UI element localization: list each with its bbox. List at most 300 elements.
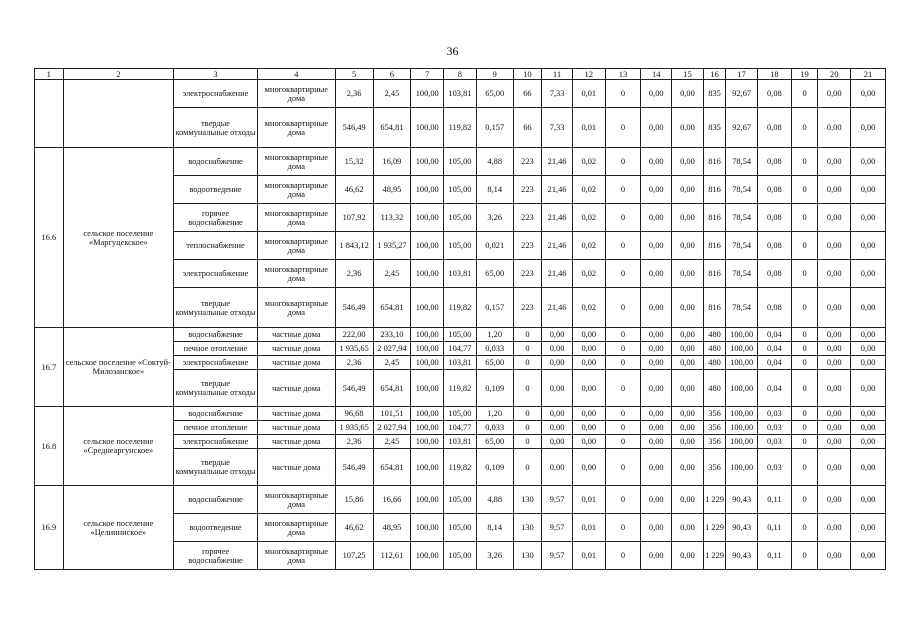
value-cell: 0,00: [851, 80, 886, 108]
value-cell: 816: [703, 204, 726, 232]
housing-type: частные дома: [257, 407, 335, 421]
value-cell: 0,04: [758, 356, 792, 370]
value-cell: 816: [703, 176, 726, 204]
value-cell: 0,00: [672, 288, 704, 328]
service-type: электроснабжение: [174, 356, 258, 370]
value-cell: 1,20: [476, 407, 513, 421]
value-cell: 9,57: [542, 514, 573, 542]
value-cell: 0,00: [672, 80, 704, 108]
value-cell: 0,00: [818, 542, 851, 570]
header-row: [35, 69, 886, 80]
value-cell: 105,00: [444, 486, 477, 514]
value-cell: 0,00: [851, 407, 886, 421]
value-cell: 0,00: [818, 514, 851, 542]
value-cell: 0: [791, 232, 818, 260]
table-row: [35, 486, 886, 514]
value-cell: 0: [605, 204, 641, 232]
value-cell: 1 229: [703, 514, 726, 542]
table-row: [35, 80, 886, 108]
value-cell: 2,36: [335, 435, 373, 449]
value-cell: 0,00: [641, 421, 672, 435]
value-cell: 0,02: [572, 176, 605, 204]
value-cell: 0,00: [818, 108, 851, 148]
value-cell: 130: [513, 514, 542, 542]
value-cell: 103,81: [444, 356, 477, 370]
service-type: водоснабжение: [174, 148, 258, 176]
value-cell: 0,08: [758, 176, 792, 204]
value-cell: 2 027,94: [373, 342, 411, 356]
value-cell: 0: [791, 204, 818, 232]
value-cell: 0,00: [818, 435, 851, 449]
housing-type: многоквартирные дома: [257, 148, 335, 176]
value-cell: 0,00: [542, 356, 573, 370]
group-number: 16.8: [35, 407, 64, 486]
table-row: [35, 407, 886, 421]
value-cell: 0,00: [851, 260, 886, 288]
value-cell: 0,00: [851, 370, 886, 407]
value-cell: 0,04: [758, 328, 792, 342]
value-cell: 0,00: [851, 435, 886, 449]
tariff-table: [34, 68, 886, 570]
value-cell: 0: [791, 288, 818, 328]
value-cell: 0,00: [818, 260, 851, 288]
value-cell: 1 229: [703, 542, 726, 570]
value-cell: 0,02: [572, 232, 605, 260]
value-cell: 0,00: [818, 80, 851, 108]
value-cell: 0: [791, 342, 818, 356]
value-cell: 0,00: [818, 342, 851, 356]
service-type: твердые коммунальные отходы: [174, 108, 258, 148]
value-cell: 100,00: [726, 435, 758, 449]
service-type: твердые коммунальные отходы: [174, 370, 258, 407]
value-cell: 48,95: [373, 176, 411, 204]
value-cell: 0: [605, 407, 641, 421]
value-cell: 100,00: [726, 407, 758, 421]
value-cell: 0,00: [641, 288, 672, 328]
value-cell: 0: [513, 328, 542, 342]
value-cell: 96,68: [335, 407, 373, 421]
value-cell: 78,54: [726, 176, 758, 204]
value-cell: 0,00: [818, 449, 851, 486]
value-cell: 8,14: [476, 176, 513, 204]
value-cell: 0,11: [758, 514, 792, 542]
value-cell: 119,82: [444, 288, 477, 328]
header-cell: 6: [373, 69, 411, 80]
value-cell: 0,00: [818, 370, 851, 407]
value-cell: 105,00: [444, 232, 477, 260]
value-cell: 0,00: [572, 328, 605, 342]
value-cell: 0: [791, 148, 818, 176]
header-cell: 15: [672, 69, 704, 80]
value-cell: 0: [791, 108, 818, 148]
value-cell: 0,00: [641, 108, 672, 148]
value-cell: 2,45: [373, 260, 411, 288]
value-cell: 130: [513, 542, 542, 570]
value-cell: 0,00: [851, 176, 886, 204]
value-cell: 0,03: [758, 435, 792, 449]
value-cell: 0: [605, 288, 641, 328]
value-cell: 0,01: [572, 514, 605, 542]
value-cell: 119,82: [444, 108, 477, 148]
value-cell: 223: [513, 176, 542, 204]
settlement-name: сельское поселение «Среднеаргунское»: [63, 407, 173, 486]
value-cell: 48,95: [373, 514, 411, 542]
value-cell: 101,51: [373, 407, 411, 421]
service-type: водоснабжение: [174, 328, 258, 342]
value-cell: 0: [605, 435, 641, 449]
value-cell: 0,00: [818, 328, 851, 342]
value-cell: 0,00: [818, 204, 851, 232]
value-cell: 654,81: [373, 288, 411, 328]
value-cell: 0: [513, 449, 542, 486]
value-cell: 104,77: [444, 421, 477, 435]
value-cell: 835: [703, 80, 726, 108]
value-cell: 100,00: [411, 288, 444, 328]
value-cell: 21,46: [542, 288, 573, 328]
housing-type: частные дома: [257, 342, 335, 356]
value-cell: 66: [513, 108, 542, 148]
value-cell: 78,54: [726, 204, 758, 232]
value-cell: 0,08: [758, 108, 792, 148]
header-cell: 11: [542, 69, 573, 80]
service-type: водоснабжение: [174, 486, 258, 514]
value-cell: 2,45: [373, 80, 411, 108]
value-cell: 46,62: [335, 514, 373, 542]
value-cell: 0: [605, 542, 641, 570]
value-cell: 4,88: [476, 486, 513, 514]
value-cell: 66: [513, 80, 542, 108]
value-cell: 0,157: [476, 108, 513, 148]
value-cell: 100,00: [411, 407, 444, 421]
housing-type: многоквартирные дома: [257, 288, 335, 328]
value-cell: 0,00: [641, 80, 672, 108]
value-cell: 15,86: [335, 486, 373, 514]
value-cell: 105,00: [444, 328, 477, 342]
value-cell: 0: [791, 421, 818, 435]
value-cell: 0: [791, 407, 818, 421]
value-cell: 0,00: [672, 435, 704, 449]
value-cell: 0,08: [758, 260, 792, 288]
value-cell: 21,46: [542, 148, 573, 176]
value-cell: 0,00: [818, 421, 851, 435]
housing-type: частные дома: [257, 421, 335, 435]
settlement-name: сельское поселение «Целинниское»: [63, 486, 173, 570]
value-cell: 100,00: [726, 421, 758, 435]
value-cell: 0: [791, 486, 818, 514]
value-cell: 0: [791, 80, 818, 108]
value-cell: 816: [703, 260, 726, 288]
value-cell: 0: [791, 328, 818, 342]
value-cell: 0,00: [572, 342, 605, 356]
housing-type: частные дома: [257, 356, 335, 370]
header-cell: 8: [444, 69, 477, 80]
group-number: [35, 80, 64, 148]
value-cell: 112,61: [373, 542, 411, 570]
value-cell: 0,00: [851, 288, 886, 328]
value-cell: 0,00: [641, 514, 672, 542]
table-row: [35, 148, 886, 176]
value-cell: 78,54: [726, 260, 758, 288]
value-cell: 0,00: [641, 148, 672, 176]
value-cell: 2,36: [335, 80, 373, 108]
value-cell: 356: [703, 407, 726, 421]
value-cell: 356: [703, 435, 726, 449]
value-cell: 0,00: [851, 356, 886, 370]
value-cell: 0: [605, 514, 641, 542]
header-cell: 5: [335, 69, 373, 80]
value-cell: 100,00: [411, 232, 444, 260]
value-cell: 100,00: [411, 370, 444, 407]
value-cell: 1 229: [703, 486, 726, 514]
header-cell: 17: [726, 69, 758, 80]
value-cell: 0: [605, 148, 641, 176]
value-cell: 0,00: [542, 407, 573, 421]
value-cell: 0,00: [851, 328, 886, 342]
value-cell: 0,00: [641, 407, 672, 421]
value-cell: 2,45: [373, 356, 411, 370]
value-cell: 546,49: [335, 288, 373, 328]
value-cell: 0: [605, 80, 641, 108]
value-cell: 0,00: [542, 449, 573, 486]
value-cell: 16,66: [373, 486, 411, 514]
value-cell: 103,81: [444, 80, 477, 108]
value-cell: 0,00: [641, 486, 672, 514]
value-cell: 0,08: [758, 204, 792, 232]
value-cell: 105,00: [444, 542, 477, 570]
value-cell: 0,109: [476, 449, 513, 486]
value-cell: 0,00: [641, 204, 672, 232]
value-cell: 0: [513, 407, 542, 421]
value-cell: 7,33: [542, 108, 573, 148]
housing-type: многоквартирные дома: [257, 176, 335, 204]
value-cell: 65,00: [476, 435, 513, 449]
value-cell: 0,03: [758, 421, 792, 435]
housing-type: многоквартирные дома: [257, 80, 335, 108]
housing-type: частные дома: [257, 435, 335, 449]
value-cell: 0: [605, 342, 641, 356]
value-cell: 0,00: [818, 407, 851, 421]
value-cell: 223: [513, 260, 542, 288]
value-cell: 0,00: [672, 514, 704, 542]
value-cell: 0,02: [572, 204, 605, 232]
value-cell: 21,46: [542, 232, 573, 260]
value-cell: 100,00: [726, 356, 758, 370]
value-cell: 480: [703, 356, 726, 370]
value-cell: 90,43: [726, 542, 758, 570]
service-type: водоснабжение: [174, 407, 258, 421]
value-cell: 0,00: [572, 449, 605, 486]
value-cell: 0,00: [672, 356, 704, 370]
value-cell: 0,00: [572, 370, 605, 407]
value-cell: 0,00: [851, 204, 886, 232]
housing-type: частные дома: [257, 449, 335, 486]
value-cell: 233,10: [373, 328, 411, 342]
table-row: [35, 328, 886, 342]
value-cell: 0,00: [818, 232, 851, 260]
value-cell: 546,49: [335, 108, 373, 148]
value-cell: 0,00: [572, 356, 605, 370]
header-cell: 10: [513, 69, 542, 80]
value-cell: 0,033: [476, 342, 513, 356]
value-cell: 113,32: [373, 204, 411, 232]
header-cell: 3: [174, 69, 258, 80]
header-cell: 1: [35, 69, 64, 80]
value-cell: 0,00: [672, 232, 704, 260]
value-cell: 1 935,27: [373, 232, 411, 260]
value-cell: 0: [605, 232, 641, 260]
value-cell: 21,46: [542, 204, 573, 232]
value-cell: 0,00: [851, 232, 886, 260]
value-cell: 100,00: [411, 328, 444, 342]
value-cell: 0,04: [758, 370, 792, 407]
housing-type: частные дома: [257, 328, 335, 342]
value-cell: 0,03: [758, 449, 792, 486]
value-cell: 0,00: [641, 176, 672, 204]
value-cell: 0: [605, 449, 641, 486]
value-cell: 1 935,65: [335, 421, 373, 435]
value-cell: 0,00: [641, 449, 672, 486]
value-cell: 0,11: [758, 542, 792, 570]
value-cell: 654,81: [373, 370, 411, 407]
value-cell: 222,00: [335, 328, 373, 342]
value-cell: 0,00: [672, 449, 704, 486]
value-cell: 0,00: [818, 356, 851, 370]
value-cell: 3,26: [476, 542, 513, 570]
value-cell: 0: [791, 435, 818, 449]
value-cell: 816: [703, 148, 726, 176]
header-cell: 13: [605, 69, 641, 80]
settlement-name: сельское поселение «Маргуцекское»: [63, 148, 173, 328]
value-cell: 0,00: [672, 421, 704, 435]
value-cell: 100,00: [411, 342, 444, 356]
value-cell: 100,00: [726, 342, 758, 356]
value-cell: 0,00: [672, 370, 704, 407]
header-cell: 14: [641, 69, 672, 80]
value-cell: 16,09: [373, 148, 411, 176]
value-cell: 8,14: [476, 514, 513, 542]
value-cell: 0: [791, 356, 818, 370]
value-cell: 816: [703, 232, 726, 260]
value-cell: 0,08: [758, 288, 792, 328]
value-cell: 0,00: [672, 260, 704, 288]
housing-type: многоквартирные дома: [257, 204, 335, 232]
value-cell: 0: [513, 370, 542, 407]
value-cell: 104,77: [444, 342, 477, 356]
value-cell: 105,00: [444, 176, 477, 204]
value-cell: 100,00: [726, 449, 758, 486]
value-cell: 0: [605, 108, 641, 148]
housing-type: частные дома: [257, 370, 335, 407]
value-cell: 480: [703, 328, 726, 342]
service-type: электроснабжение: [174, 260, 258, 288]
service-type: водоотведение: [174, 176, 258, 204]
value-cell: 0,00: [851, 542, 886, 570]
value-cell: 9,57: [542, 542, 573, 570]
value-cell: 100,00: [411, 486, 444, 514]
header-cell: 2: [63, 69, 173, 80]
value-cell: 100,00: [411, 148, 444, 176]
value-cell: 0,11: [758, 486, 792, 514]
value-cell: 100,00: [411, 108, 444, 148]
value-cell: 0,00: [672, 407, 704, 421]
value-cell: 1 935,65: [335, 342, 373, 356]
housing-type: многоквартирные дома: [257, 232, 335, 260]
value-cell: 0,00: [641, 342, 672, 356]
value-cell: 78,54: [726, 288, 758, 328]
service-type: электроснабжение: [174, 80, 258, 108]
value-cell: 0,03: [758, 407, 792, 421]
group-number: 16.9: [35, 486, 64, 570]
value-cell: 7,33: [542, 80, 573, 108]
value-cell: 356: [703, 421, 726, 435]
value-cell: 0: [605, 486, 641, 514]
housing-type: многоквартирные дома: [257, 486, 335, 514]
value-cell: 78,54: [726, 232, 758, 260]
value-cell: 100,00: [411, 542, 444, 570]
housing-type: многоквартирные дома: [257, 260, 335, 288]
value-cell: 0,157: [476, 288, 513, 328]
value-cell: 0,00: [672, 108, 704, 148]
value-cell: 0: [791, 260, 818, 288]
header-cell: 7: [411, 69, 444, 80]
value-cell: 0,00: [818, 176, 851, 204]
value-cell: 119,82: [444, 370, 477, 407]
value-cell: 92,67: [726, 80, 758, 108]
value-cell: 0,00: [818, 288, 851, 328]
value-cell: 0,00: [641, 260, 672, 288]
value-cell: 0: [513, 421, 542, 435]
service-type: водоотведение: [174, 514, 258, 542]
group-number: 16.7: [35, 328, 64, 407]
value-cell: 0,00: [542, 342, 573, 356]
service-type: твердые коммунальные отходы: [174, 449, 258, 486]
value-cell: 0,00: [641, 542, 672, 570]
value-cell: 1,20: [476, 328, 513, 342]
value-cell: 100,00: [411, 80, 444, 108]
value-cell: 223: [513, 204, 542, 232]
value-cell: 0,00: [851, 449, 886, 486]
settlement-name: сельское поселение «Соктуй-Милозанское»: [63, 328, 173, 407]
service-type: печное отопление: [174, 421, 258, 435]
value-cell: 130: [513, 486, 542, 514]
header-cell: 21: [851, 69, 886, 80]
value-cell: 546,49: [335, 449, 373, 486]
value-cell: 0,00: [672, 342, 704, 356]
value-cell: 0: [513, 342, 542, 356]
value-cell: 0,00: [851, 514, 886, 542]
value-cell: 223: [513, 148, 542, 176]
value-cell: 0,00: [641, 232, 672, 260]
value-cell: 0: [605, 370, 641, 407]
value-cell: 480: [703, 342, 726, 356]
housing-type: многоквартирные дома: [257, 108, 335, 148]
value-cell: 2,45: [373, 435, 411, 449]
header-cell: 16: [703, 69, 726, 80]
service-type: теплоснабжение: [174, 232, 258, 260]
value-cell: 0,00: [572, 435, 605, 449]
service-type: электроснабжение: [174, 435, 258, 449]
value-cell: 105,00: [444, 514, 477, 542]
value-cell: 0,02: [572, 288, 605, 328]
value-cell: 100,00: [411, 421, 444, 435]
value-cell: 0,00: [641, 435, 672, 449]
header-cell: 20: [818, 69, 851, 80]
value-cell: 103,81: [444, 260, 477, 288]
page-number: 36: [446, 44, 459, 58]
value-cell: 0,01: [572, 80, 605, 108]
header-cell: 9: [476, 69, 513, 80]
value-cell: 105,00: [444, 204, 477, 232]
